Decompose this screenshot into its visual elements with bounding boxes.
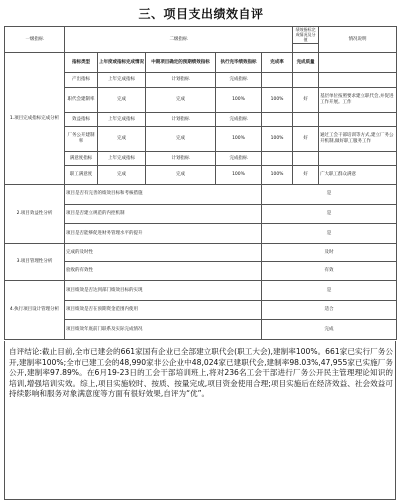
row-label: 验收的有效性 (65, 262, 262, 281)
row-label: 项目是否有完善的绩效目标和考核措施 (65, 184, 262, 204)
row-label: 项目是否能够促进财务管理水平的提升 (65, 224, 262, 244)
evaluation-table (4, 26, 397, 340)
rate-cell: 100% (262, 127, 293, 152)
last-year-cell: 完成 (98, 166, 146, 185)
row-label: 完成的及时性 (65, 243, 262, 262)
last-year-cell: 完成 (98, 87, 146, 112)
row-label: 项目是否建立规范的内控机制 (65, 204, 262, 224)
note-cell: 通过工会干部培训等方式,建立厂务公开机制,做好职工服务工作 (319, 127, 397, 152)
col-level1: 一级指标 (5, 27, 65, 53)
last-year-cell: 完成 (98, 127, 146, 152)
sub-quality: 完成质量 (293, 52, 319, 73)
sub-last-year: 上年度或指标完成情况 (98, 52, 146, 73)
rate-cell: 100% (262, 166, 293, 185)
section-2-label: 2.项目效益性分析 (5, 184, 65, 243)
row-value: 是 (262, 224, 397, 244)
note-cell (319, 151, 397, 165)
last-year-cell: 上年完成指标 (98, 151, 146, 165)
note-cell: 基层单位按照要求建立职代会,并促进工作开展。工作 (319, 87, 397, 112)
target-cell: 计划指标 (146, 112, 216, 126)
quality-cell (293, 112, 319, 126)
page-title: 三、项目支出绩效自评 (138, 7, 264, 21)
col-level2: 二级指标 (65, 27, 293, 53)
table-row (5, 184, 397, 204)
row-value: 是 (262, 184, 397, 204)
target-cell: 完成 (146, 127, 216, 152)
note-cell (319, 73, 397, 87)
quality-cell: 好 (293, 127, 319, 152)
conclusion-text: 自评结论:截止目前,全市已建会的661家国有企业已全部建立职代会(职工大会),建制率100%。661家已实行厂务公开,建制率100%;全市已建工会的48,990家非公企业中48,024家已建职代会,建制率98.03%,47,955家已实施厂务公开,建制率97.89%。在6月19-23日的工会干部培训班上,将对236名工会干部进行厂务公开民主管理理论知识的培训,增强培训实效。综上,项目实施较时、按质、按量完成,项目资金使用合理;项目实施后在经济效益、社会效益可持续影响和服务对象满意度等方面有很好效果,自评为“优”。 (9, 347, 393, 399)
sub-header-row (5, 52, 397, 73)
target-cell: 计划指标 (146, 73, 216, 87)
note-cell (319, 112, 397, 126)
col-perf: 绩效指标完成情况及分值 (293, 27, 319, 44)
header-row-1 (5, 27, 397, 44)
target-cell: 完成 (146, 166, 216, 185)
table-row (5, 243, 397, 262)
target-cell: 完成 (146, 87, 216, 112)
row-value: 及时 (262, 243, 397, 262)
actual-cell: 完成指标 (216, 151, 262, 165)
row-value: 适合 (262, 300, 397, 320)
section-3-label: 3.项目管理性分析 (5, 243, 65, 280)
row-label: 项目绩效年底前门联系及实际完成情况 (65, 320, 262, 340)
row-label: 项目绩效是否在预期资金范围内使用 (65, 300, 262, 320)
quality-cell: 好 (293, 166, 319, 185)
section-4-label: 4.执行项目设计管理分析 (5, 281, 65, 340)
quality-cell (293, 73, 319, 87)
row-value: 是 (262, 204, 397, 224)
indicator-type: 职代会建制率 (65, 87, 98, 112)
sub-note (319, 52, 397, 73)
actual-cell: 100% (216, 166, 262, 185)
rate-cell (262, 151, 293, 165)
row-value: 是 (262, 281, 397, 301)
indicator-type: 效益指标 (65, 112, 98, 126)
indicator-type: 厂务公开建制率 (65, 127, 98, 152)
rate-cell: 100% (262, 87, 293, 112)
quality-cell: 好 (293, 87, 319, 112)
actual-cell: 完成指标 (216, 112, 262, 126)
actual-cell: 100% (216, 127, 262, 152)
rate-cell (262, 112, 293, 126)
conclusion-box (4, 341, 396, 500)
indicator-type: 满意度指标 (65, 151, 98, 165)
sub-target: 中期项目确定的预期绩效指标 (146, 52, 216, 73)
actual-cell: 100% (216, 87, 262, 112)
rate-cell (262, 73, 293, 87)
row-value: 完成 (262, 320, 397, 340)
actual-cell: 完成指标 (216, 73, 262, 87)
sub-indicator: 指标类型 (65, 52, 98, 73)
section-1-label: 1.项目完成指标完成分析 (5, 52, 65, 184)
last-year-cell: 上年完成指标 (98, 73, 146, 87)
row-value: 有效 (262, 262, 397, 281)
quality-cell (293, 151, 319, 165)
sub-actual: 执行完毕绩效指标 (216, 52, 262, 73)
table-row (5, 281, 397, 301)
last-year-cell: 上年完成指标 (98, 112, 146, 126)
note-cell: 广大职工群众满意 (319, 166, 397, 185)
indicator-type: 职工满意度 (65, 166, 98, 185)
col-note: 情况说明 (319, 27, 397, 53)
indicator-type: 产出指标 (65, 73, 98, 87)
sub-rate: 完成率 (262, 52, 293, 73)
row-label: 项目绩效是否达到部门绩效目标的实现 (65, 281, 262, 301)
target-cell: 计划指标 (146, 151, 216, 165)
